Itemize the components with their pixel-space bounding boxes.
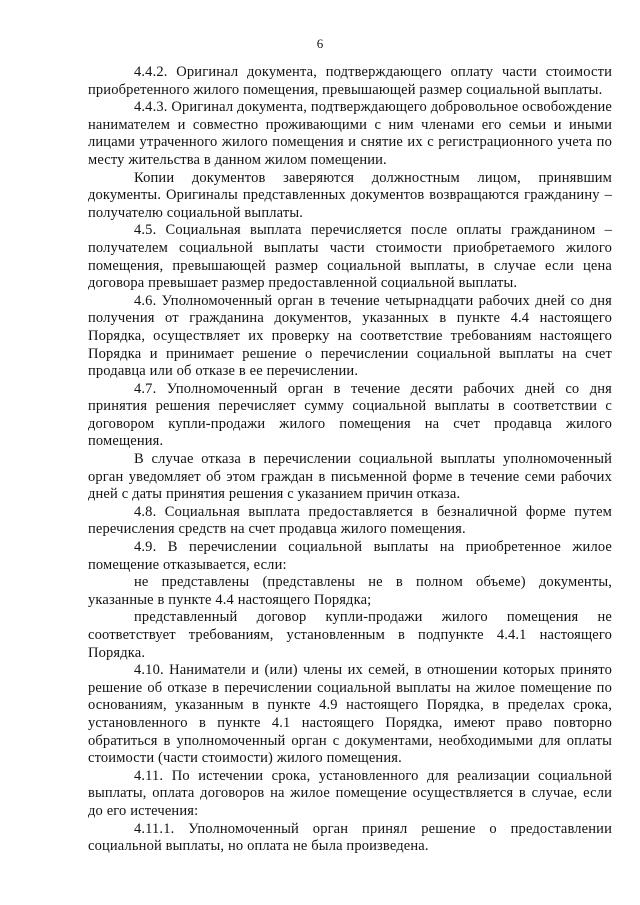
paragraph-copies: Копии документов заверяются должностным лицом, принявшим документы. Оригиналы представленных документов возвращаются гражданину – получателю социальной выплаты. [88,169,612,221]
paragraph-4-4-3: 4.4.3. Оригинал документа, подтверждающего добровольное освобождение нанимателем и совместно проживающими с ним членами его семьи и иными лицами утраченного жилого помещения и снятие их с регистрационного учета по месту жительства в данном жилом помещении. [88,99,612,168]
paragraph-4-9-reason-1: не представлены (представлены не в полном объеме) документы, указанные в пункте 4.4 настоящего Порядка; [88,574,612,608]
paragraph-4-4-2: 4.4.2. Оригинал документа, подтверждающего оплату части стоимости приобретенного жилого помещения, превышающей размер социальной выплаты. [88,64,612,98]
paragraph-4-11-1: 4.11.1. Уполномоченный орган принял решение о предоставлении социальной выплаты, но оплата не была произведена. [88,820,612,855]
paragraph-4-7: 4.7. Уполномоченный орган в течение десяти рабочих дней со дня принятия решения перечисляет сумму социальной выплаты в соответствии с договором купли-продажи жилого помещения на счет продавца жилого помещения. [88,380,612,450]
paragraph-4-9-reason-2: представленный договор купли-продажи жилого помещения не соответствует требованиям, установленным в подпункте 4.4.1 настоящего Порядка. [88,609,612,661]
paragraph-4-6: 4.6. Уполномоченный орган в течение четырнадцати рабочих дней со дня получения от гражданина документов, указанных в пункте 4.4 настоящего Порядка, осуществляет их проверку на соответствие требованиям настоящего Порядка и принимает решение о перечислении социальной выплаты на счет продавца или об отказе в ее перечислении. [88,292,612,380]
paragraph-4-5: 4.5. Социальная выплата перечисляется после оплаты гражданином – получателем социальной выплаты части стоимости приобретаемого жилого помещения, превышающей размер социальной выплаты, в случае если цена договора превышает размер предоставленной социальной выплаты. [88,222,612,292]
paragraph-refusal-notice: В случае отказа в перечислении социальной выплаты уполномоченный орган уведомляет об этом граждан в письменной форме в течение семи рабочих дней с даты принятия решения с указанием причин отказа. [88,451,612,503]
page-number: 6 [316,36,324,51]
paragraph-4-11: 4.11. По истечении срока, установленного для реализации социальной выплаты, оплата договоров на жилое помещение осуществляется в случае, если до его истечения: [88,767,612,819]
paragraph-4-8: 4.8. Социальная выплата предоставляется в безналичной форме путем перечисления средств на счет продавца жилого помещения. [88,503,612,538]
paragraph-4-9: 4.9. В перечислении социальной выплаты на приобретенное жилое помещение отказывается, если: [88,539,612,573]
paragraph-4-10: 4.10. Наниматели и (или) члены их семей, в отношении которых принято решение об отказе в перечислении социальной выплаты на жилое помещение по основаниям, указанным в пункте 4.9 настоящего Порядка, в пределах срока, установленного в пункте 4.1 настоящего Порядка, имеют право повторно обратиться в уполномоченный орган с документами, необходимыми для оплаты стоимости (части стоимости) жилого помещения. [88,662,612,767]
document-body [88,64,612,856]
